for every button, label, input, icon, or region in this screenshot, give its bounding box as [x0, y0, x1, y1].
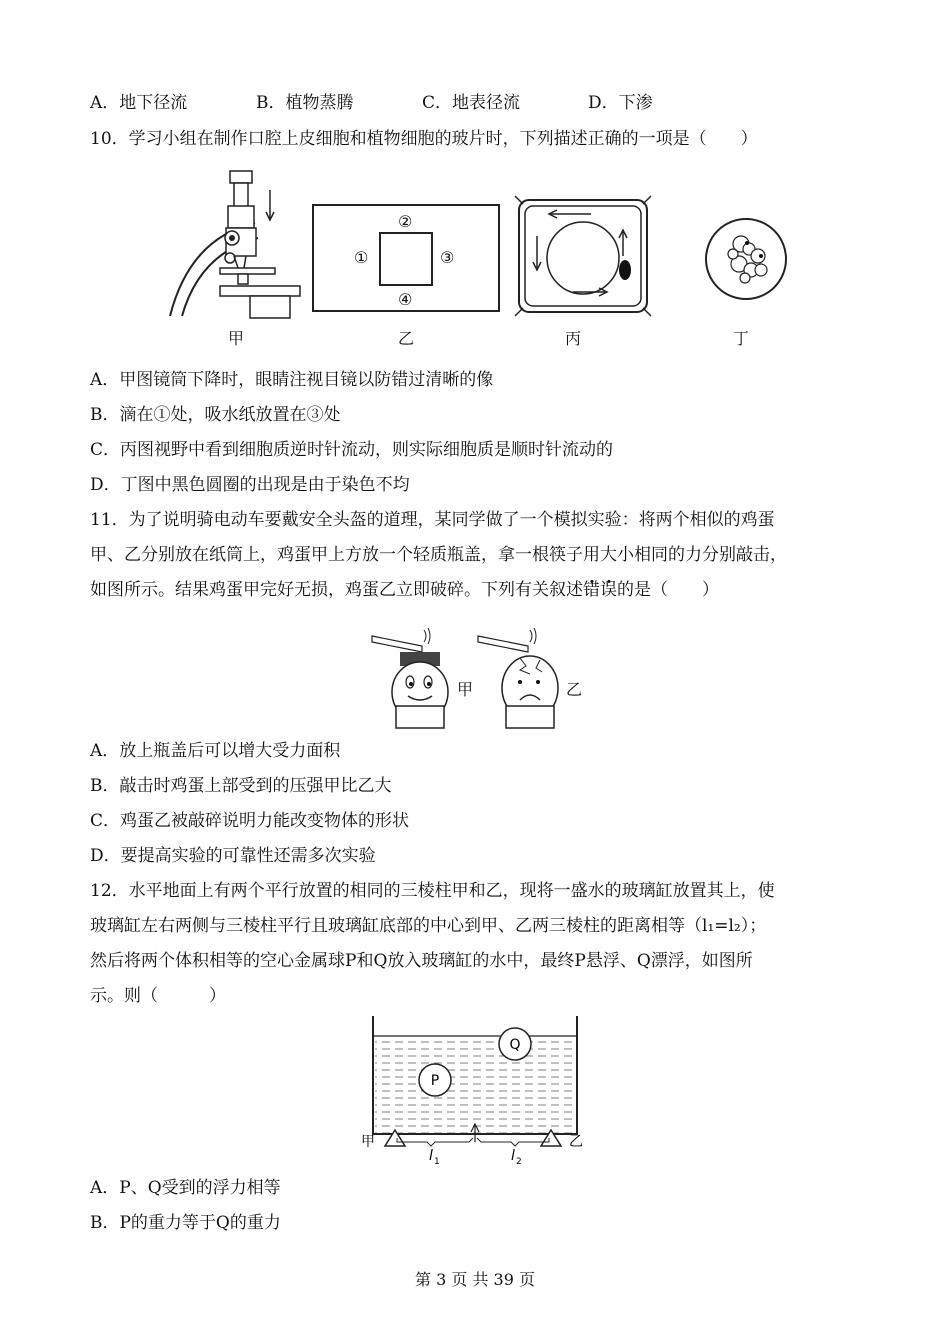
q12-stem-line-4: 示。则（ ） — [90, 986, 226, 1006]
q12-fig-tank — [355, 1012, 605, 1172]
q12-fig-label-yi: 乙 — [569, 1134, 583, 1150]
q10-fig-label-yi: 乙 — [398, 329, 415, 348]
q10-fig-label-ding: 丁 — [733, 329, 750, 348]
q12-option-a: A．P、Q受到的浮力相等 — [90, 1178, 281, 1198]
q12-fig-l2: l — [511, 1148, 515, 1164]
q9-option-a: A．地下径流 — [90, 93, 188, 113]
prism-jia — [385, 1130, 405, 1146]
slide-mark-4: ④ — [398, 290, 413, 309]
q9-option-c: C．地表径流 — [422, 93, 521, 113]
slide-mark-3: ③ — [440, 248, 455, 267]
q10-option-b: B．滴在①处，吸水纸放置在③处 — [90, 405, 341, 425]
q10-fig-plant-cell — [513, 194, 653, 318]
q10-stem: 10．学习小组在制作口腔上皮细胞和植物细胞的玻片时，下列描述正确的一项是（ ） — [90, 129, 758, 149]
q10-option-a: A．甲图镜筒下降时，眼睛注视目镜以防错过清晰的像 — [90, 370, 494, 390]
q11-option-a: A．放上瓶盖后可以增大受力面积 — [90, 741, 341, 761]
q12-stem-line-2: 玻璃缸左右两侧与三棱柱平行且玻璃缸底部的中心到甲、乙两三棱柱的距离相等（l₁=l₂）； — [90, 916, 767, 936]
q11-stem-line-2: 甲、乙分别放在纸筒上，鸡蛋甲上方放一个轻质瓶盖，拿一根筷子用大小相同的力分别敲击， — [90, 545, 787, 565]
q9-options — [90, 91, 653, 115]
q11-option-b: B．敲击时鸡蛋上部受到的压强甲比乙大 — [90, 776, 392, 796]
q11-stem-emphasis: 错误 — [583, 580, 617, 600]
q9-option-d: D．下渗 — [588, 93, 653, 113]
q12-option-b: B．P的重力等于Q的重力 — [90, 1213, 281, 1233]
q10-fig-label-jia: 甲 — [228, 329, 245, 348]
q11-fig-label-yi: 乙 — [566, 680, 583, 699]
cover-slip — [379, 232, 433, 286]
q12-fig-label-jia: 甲 — [361, 1134, 375, 1150]
q11-fig-label-jia: 甲 — [457, 680, 474, 699]
q10-fig-bubbles — [703, 214, 789, 304]
q10-fig-label-bing: 丙 — [565, 329, 582, 348]
q12-fig-l1-sub: 1 — [434, 1157, 440, 1167]
water — [375, 1042, 575, 1133]
q10-option-d: D．丁图中黑色圆圈的出现是由于染色不均 — [90, 475, 410, 495]
ball-q-label: Q — [509, 1037, 521, 1053]
q12-stem-line-3: 然后将两个体积相等的空心金属球P和Q放入玻璃缸的水中，最终P悬浮、Q漂浮，如图所 — [90, 951, 753, 971]
q11-fig-eggs — [370, 618, 590, 730]
ball-p-label: P — [430, 1073, 440, 1089]
q9-option-b: B．植物蒸腾 — [256, 93, 354, 113]
q12-stem-line-1: 12．水平地面上有两个平行放置的相同的三棱柱甲和乙，现将一盛水的玻璃缸放置其上，使 — [90, 881, 775, 901]
q11-option-c: C．鸡蛋乙被敲碎说明力能改变物体的形状 — [90, 811, 410, 831]
slide-mark-2: ② — [398, 212, 413, 231]
page-footer: 第 3 页 共 39 页 — [415, 1270, 535, 1289]
q10-fig-slide — [312, 204, 500, 312]
q11-stem-line-3-pre: 如图所示。结果鸡蛋甲完好无损，鸡蛋乙立即破碎。下列有关叙述 — [90, 580, 583, 600]
q12-fig-l2-sub: 2 — [516, 1157, 522, 1167]
q11-stem-line-3-post: 的是（ ） — [617, 580, 719, 600]
q11-stem-line-3 — [90, 578, 719, 602]
q11-option-d: D．要提高实验的可靠性还需多次实验 — [90, 846, 376, 866]
prism-yi — [541, 1130, 561, 1146]
q12-fig-l1: l — [429, 1148, 433, 1164]
q10-option-c: C．丙图视野中看到细胞质逆时针流动，则实际细胞质是顺时针流动的 — [90, 440, 614, 460]
q11-stem-line-1: 11．为了说明骑电动车要戴安全头盔的道理，某同学做了一个模拟实验：将两个相似的鸡蛋 — [90, 510, 775, 530]
slide-mark-1: ① — [354, 248, 369, 267]
q10-fig-microscope — [160, 168, 310, 320]
